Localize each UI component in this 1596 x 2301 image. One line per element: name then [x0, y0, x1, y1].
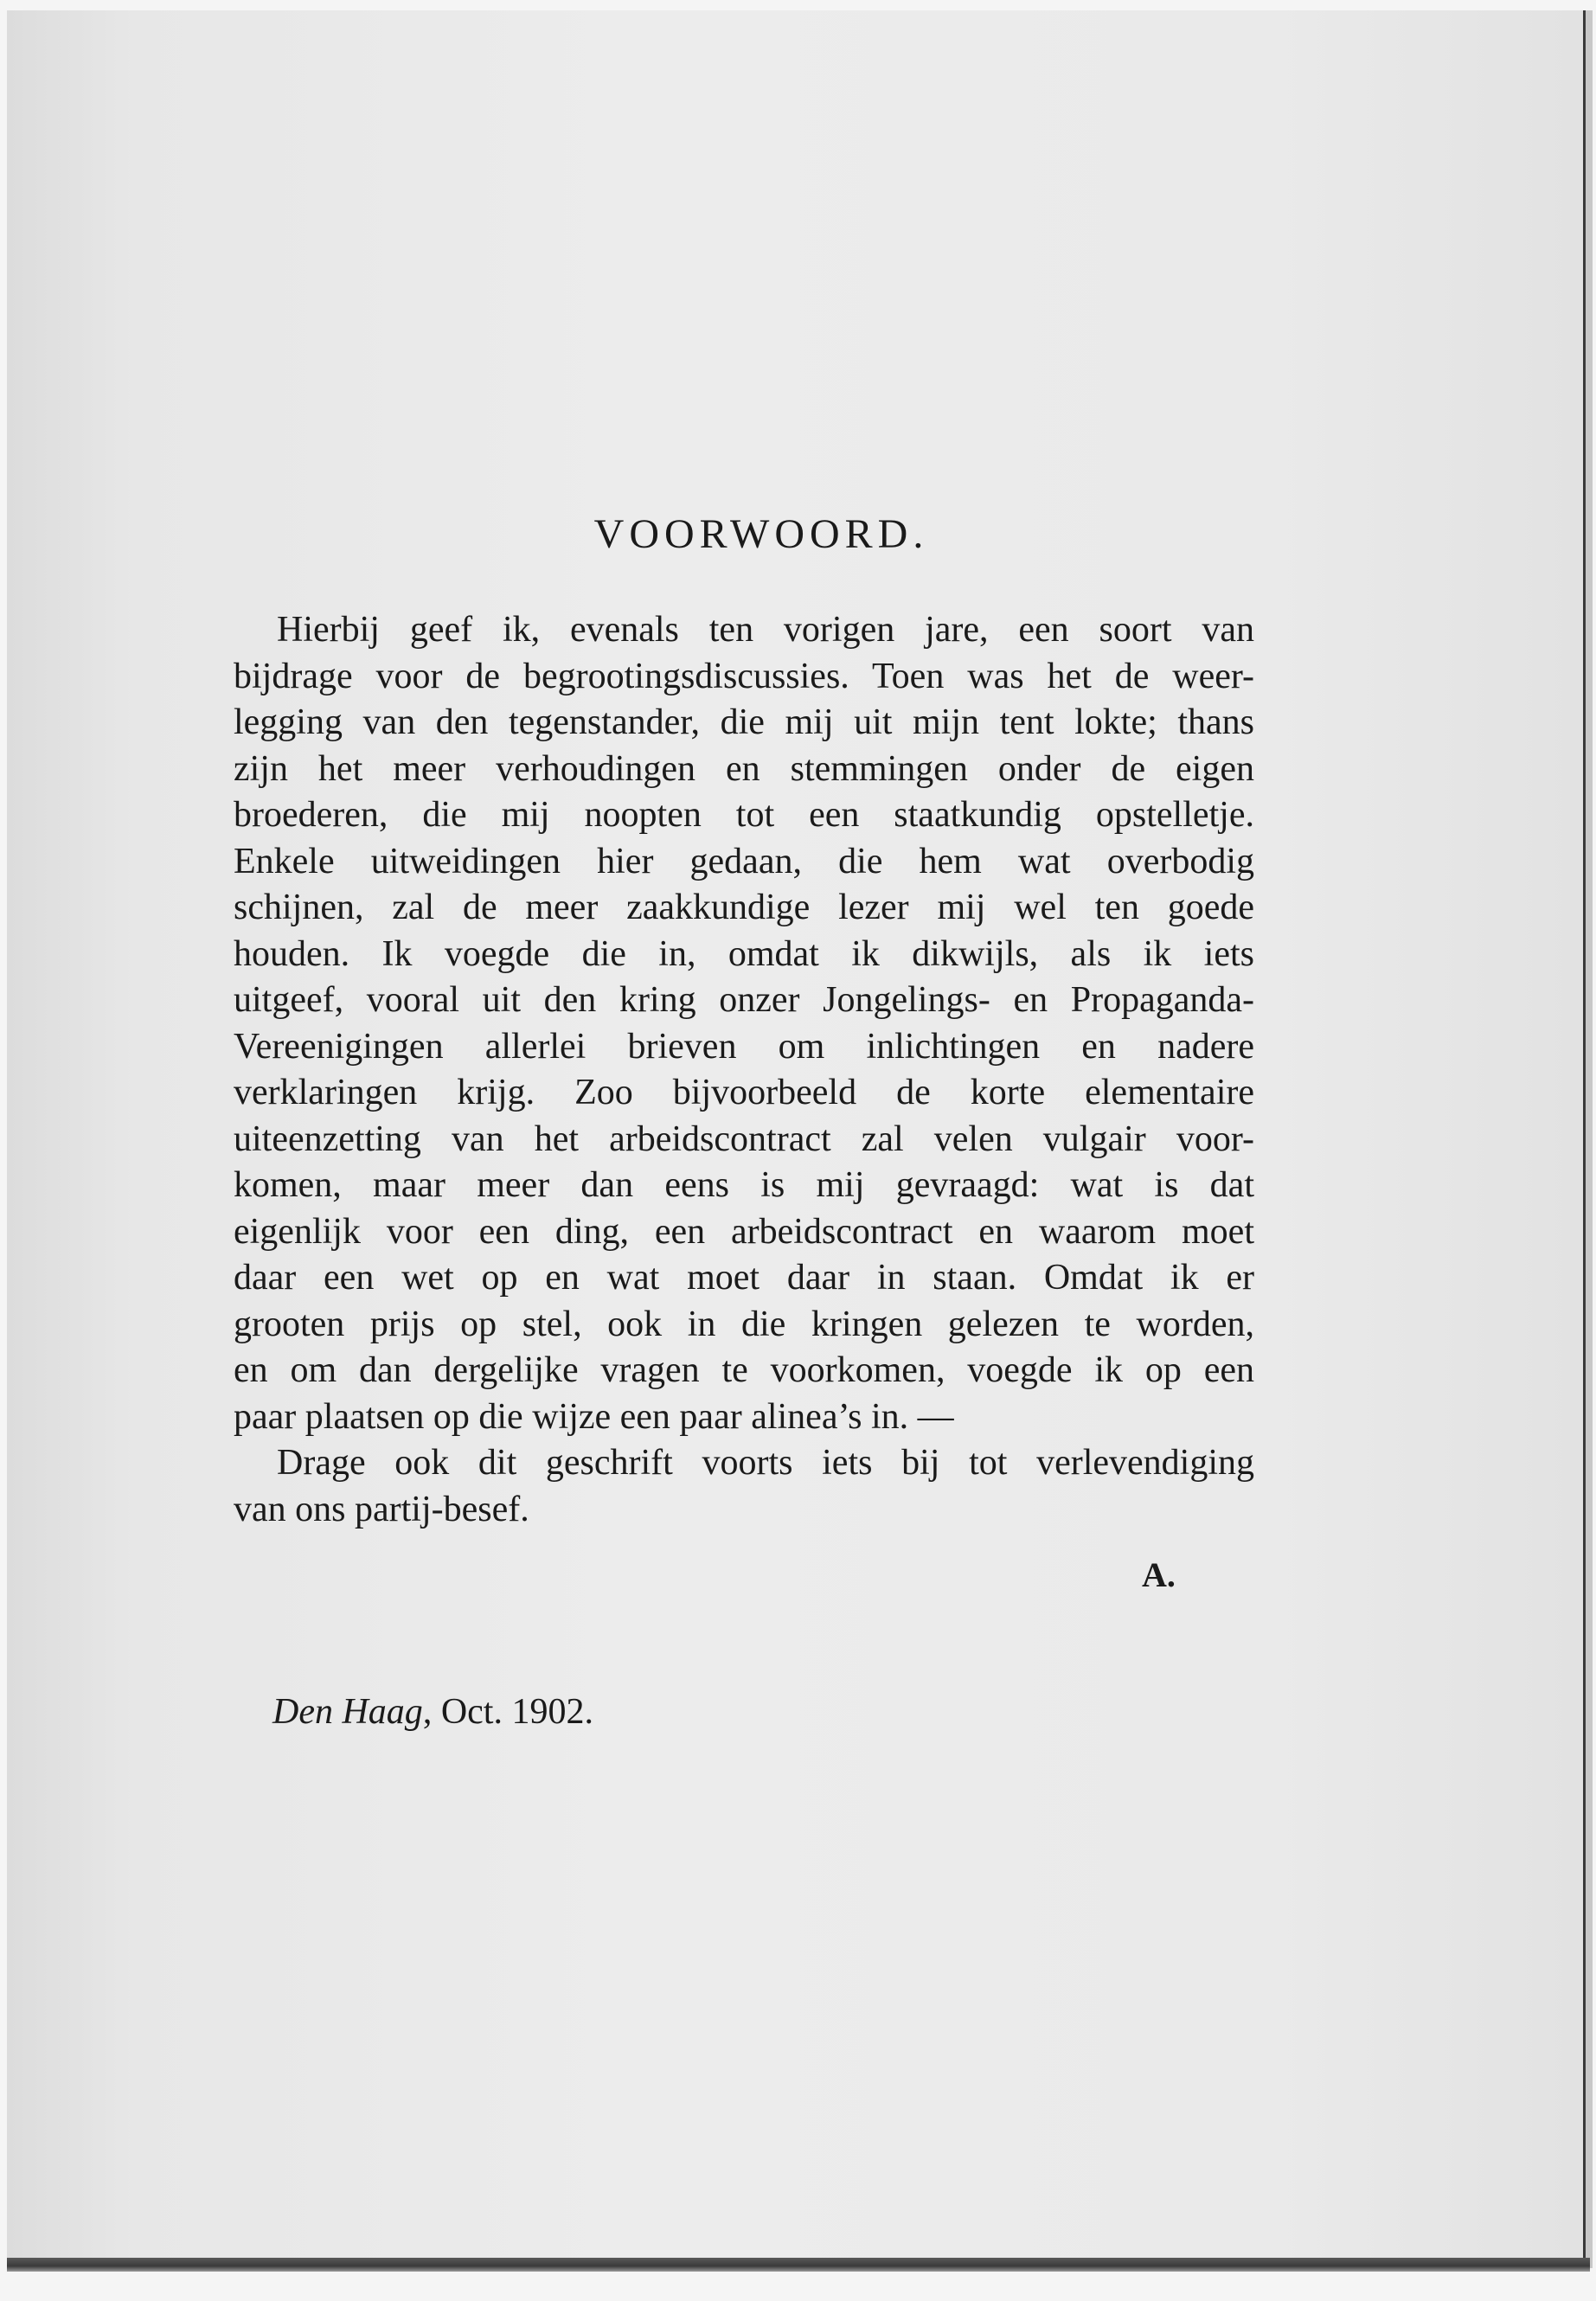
author-signature: A.: [1142, 1555, 1176, 1594]
text-line: van ons partij-besef.: [234, 1489, 529, 1529]
text-line: Drage ook dit geschrift voorts iets bij tot verlevendiging: [277, 1443, 1254, 1483]
paragraph-2: [234, 1440, 1254, 1533]
date-place: Den Haag: [272, 1692, 423, 1732]
page-right-edge: [1583, 10, 1593, 2268]
text-line: Enkele uitweidingen hier gedaan, die hem wat overbodig: [234, 841, 1254, 881]
paragraph-1: [234, 607, 1254, 1440]
text-line: grooten prijs op stel, ook in die kringen gelezen te worden,: [234, 1304, 1254, 1344]
text-line: uitgeef, vooral uit den kring onzer Jongelings- en Propaganda-: [234, 980, 1254, 1020]
text-line: houden. Ik voegde die in, omdat ik dikwijls, als ik iets: [234, 933, 1254, 974]
text-line: paar plaatsen op die wijze een paar alinea’s in. —: [234, 1396, 954, 1437]
text-line: uiteenzetting van het arbeidscontract zal velen vulgair voor-: [234, 1118, 1254, 1159]
text-line: daar een wet op en wat moet daar in staan. Omdat ik er: [234, 1258, 1254, 1298]
dateline: [272, 1691, 593, 1733]
date-value: , Oct. 1902.: [422, 1692, 593, 1732]
preface-text-block: [234, 510, 1254, 1533]
text-line: broederen, die mij noopten tot een staatkundig opstelletje.: [234, 795, 1254, 835]
text-line: Vereenigingen allerlei brieven om inlichtingen en nadere: [234, 1026, 1254, 1067]
text-line: zijn het meer verhoudingen en stemmingen onder de eigen: [234, 748, 1254, 789]
text-line: schijnen, zal de meer zaakkundige lezer mij wel ten goede: [234, 888, 1254, 927]
text-line: komen, maar meer dan eens is mij gevraagd: wat is dat: [234, 1165, 1254, 1205]
text-line: legging van den tegenstander, die mij uit mijn tent lokte; thans: [234, 702, 1254, 742]
text-line: verklaringen krijg. Zoo bijvoorbeeld de korte elementaire: [234, 1073, 1254, 1112]
text-line: eigenlijk voor een ding, een arbeidscontract en waarom moet: [234, 1211, 1254, 1252]
text-line: Hierbij geef ik, evenals ten vorigen jare, een soort van: [277, 610, 1254, 650]
page-title: VOORWOORD.: [593, 511, 929, 557]
text-line: bijdrage voor de begrootingsdiscussies. Toen was het de weer-: [234, 656, 1254, 696]
page-bottom-edge: [7, 2258, 1590, 2272]
text-line: en om dan dergelijke vragen te voorkomen, voegde ik op een: [234, 1350, 1254, 1390]
